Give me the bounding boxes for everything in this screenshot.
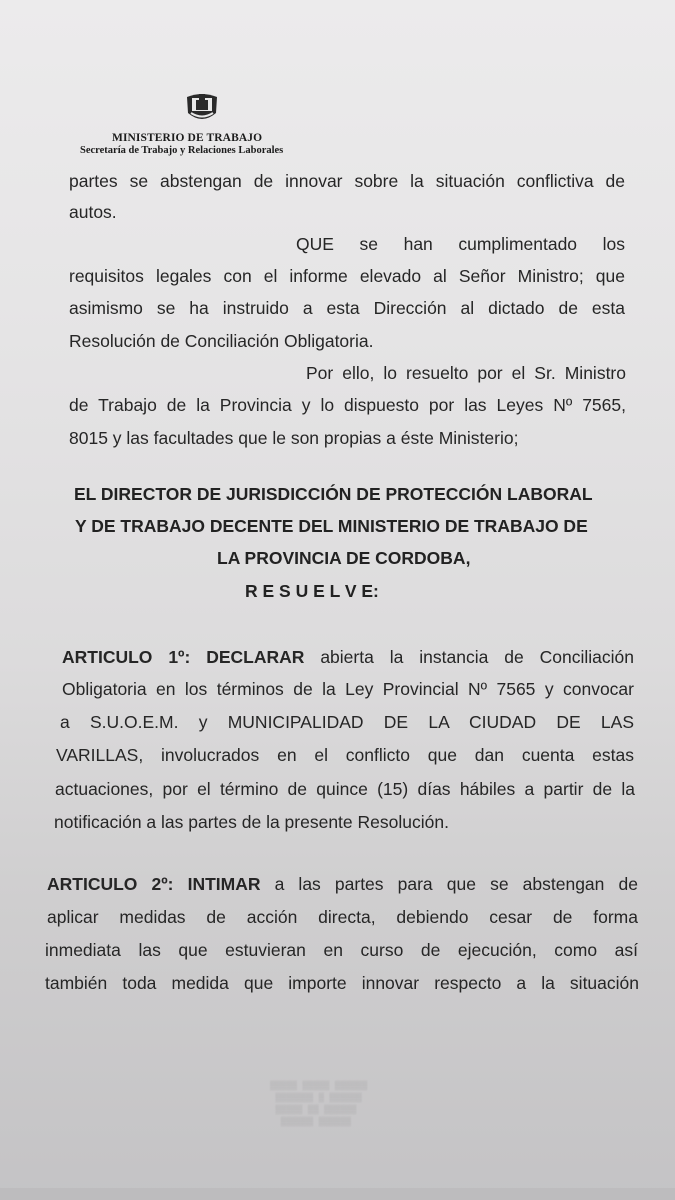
body-line: aplicar medidas de acción directa, debiendo cesar de forma bbox=[47, 907, 638, 927]
body-line: VARILLAS, involucrados en el conflicto que dan cuenta estas bbox=[56, 745, 634, 765]
bleed-through-stamp: ▒▒▒▒▒ ▒▒▒▒▒ ▒▒▒▒▒▒ ▒▒▒▒▒▒▒ ▒ ▒▒▒▒▒▒ ▒▒▒▒▒ ▒▒ ▒▒▒▒▒▒ ▒▒▒▒▒▒ ▒▒▒▒▒▒ bbox=[270, 1081, 368, 1127]
body-line: requisitos legales con el informe elevado al Señor Ministro; que bbox=[69, 266, 625, 286]
article-label: ARTICULO 2º: bbox=[47, 874, 174, 894]
secretariat-name: Secretaría de Trabajo y Relaciones Laborales bbox=[80, 145, 284, 156]
body-line: Resolución de Conciliación Obligatoria. bbox=[69, 331, 374, 351]
article-verb: INTIMAR bbox=[187, 874, 261, 894]
article-text: a las partes para que se abstengan de bbox=[274, 874, 638, 894]
body-line: a S.U.O.E.M. y MUNICIPALIDAD DE LA CIUDAD DE LAS bbox=[60, 712, 634, 732]
article-verb: DECLARAR bbox=[206, 647, 305, 667]
body-line: notificación a las partes de la presente Resolución. bbox=[54, 812, 449, 832]
authority-line: LA PROVINCIA DE CORDOBA, bbox=[217, 548, 471, 568]
authority-line: EL DIRECTOR DE JURISDICCIÓN DE PROTECCIÓN LABORAL bbox=[74, 484, 593, 504]
page-bottom-edge bbox=[0, 1188, 675, 1200]
body-line: QUE se han cumplimentado los bbox=[296, 234, 625, 254]
body-line: partes se abstengan de innovar sobre la situación conflictiva de bbox=[69, 171, 625, 191]
body-line: 8015 y las facultades que le son propias a éste Ministerio; bbox=[69, 428, 519, 448]
article-label: ARTICULO 1º: bbox=[62, 647, 191, 667]
body-line: autos. bbox=[69, 202, 117, 222]
authority-line: Y DE TRABAJO DECENTE DEL MINISTERIO DE TRABAJO DE bbox=[75, 516, 588, 536]
ministry-name: MINISTERIO DE TRABAJO bbox=[112, 132, 263, 144]
body-line: Por ello, lo resuelto por el Sr. Ministro bbox=[306, 363, 626, 383]
article-text: abierta la instancia de Conciliación bbox=[320, 647, 634, 667]
resuelve-heading: R E S U E L V E: bbox=[245, 581, 379, 601]
coat-of-arms-icon bbox=[183, 89, 221, 127]
body-line: Obligatoria en los términos de la Ley Provincial Nº 7565 y convocar bbox=[62, 679, 634, 699]
article-1-first-line bbox=[62, 646, 634, 668]
body-line: inmediata las que estuvieran en curso de ejecución, como así bbox=[45, 940, 638, 960]
body-line: también toda medida que importe innovar respecto a la situación bbox=[45, 973, 639, 993]
article-2-first-line bbox=[47, 873, 638, 895]
body-line: actuaciones, por el término de quince (15) días hábiles a partir de la bbox=[55, 779, 635, 799]
body-line: asimismo se ha instruido a esta Dirección al dictado de esta bbox=[69, 298, 625, 318]
body-line: de Trabajo de la Provincia y lo dispuesto por las Leyes Nº 7565, bbox=[69, 395, 626, 415]
